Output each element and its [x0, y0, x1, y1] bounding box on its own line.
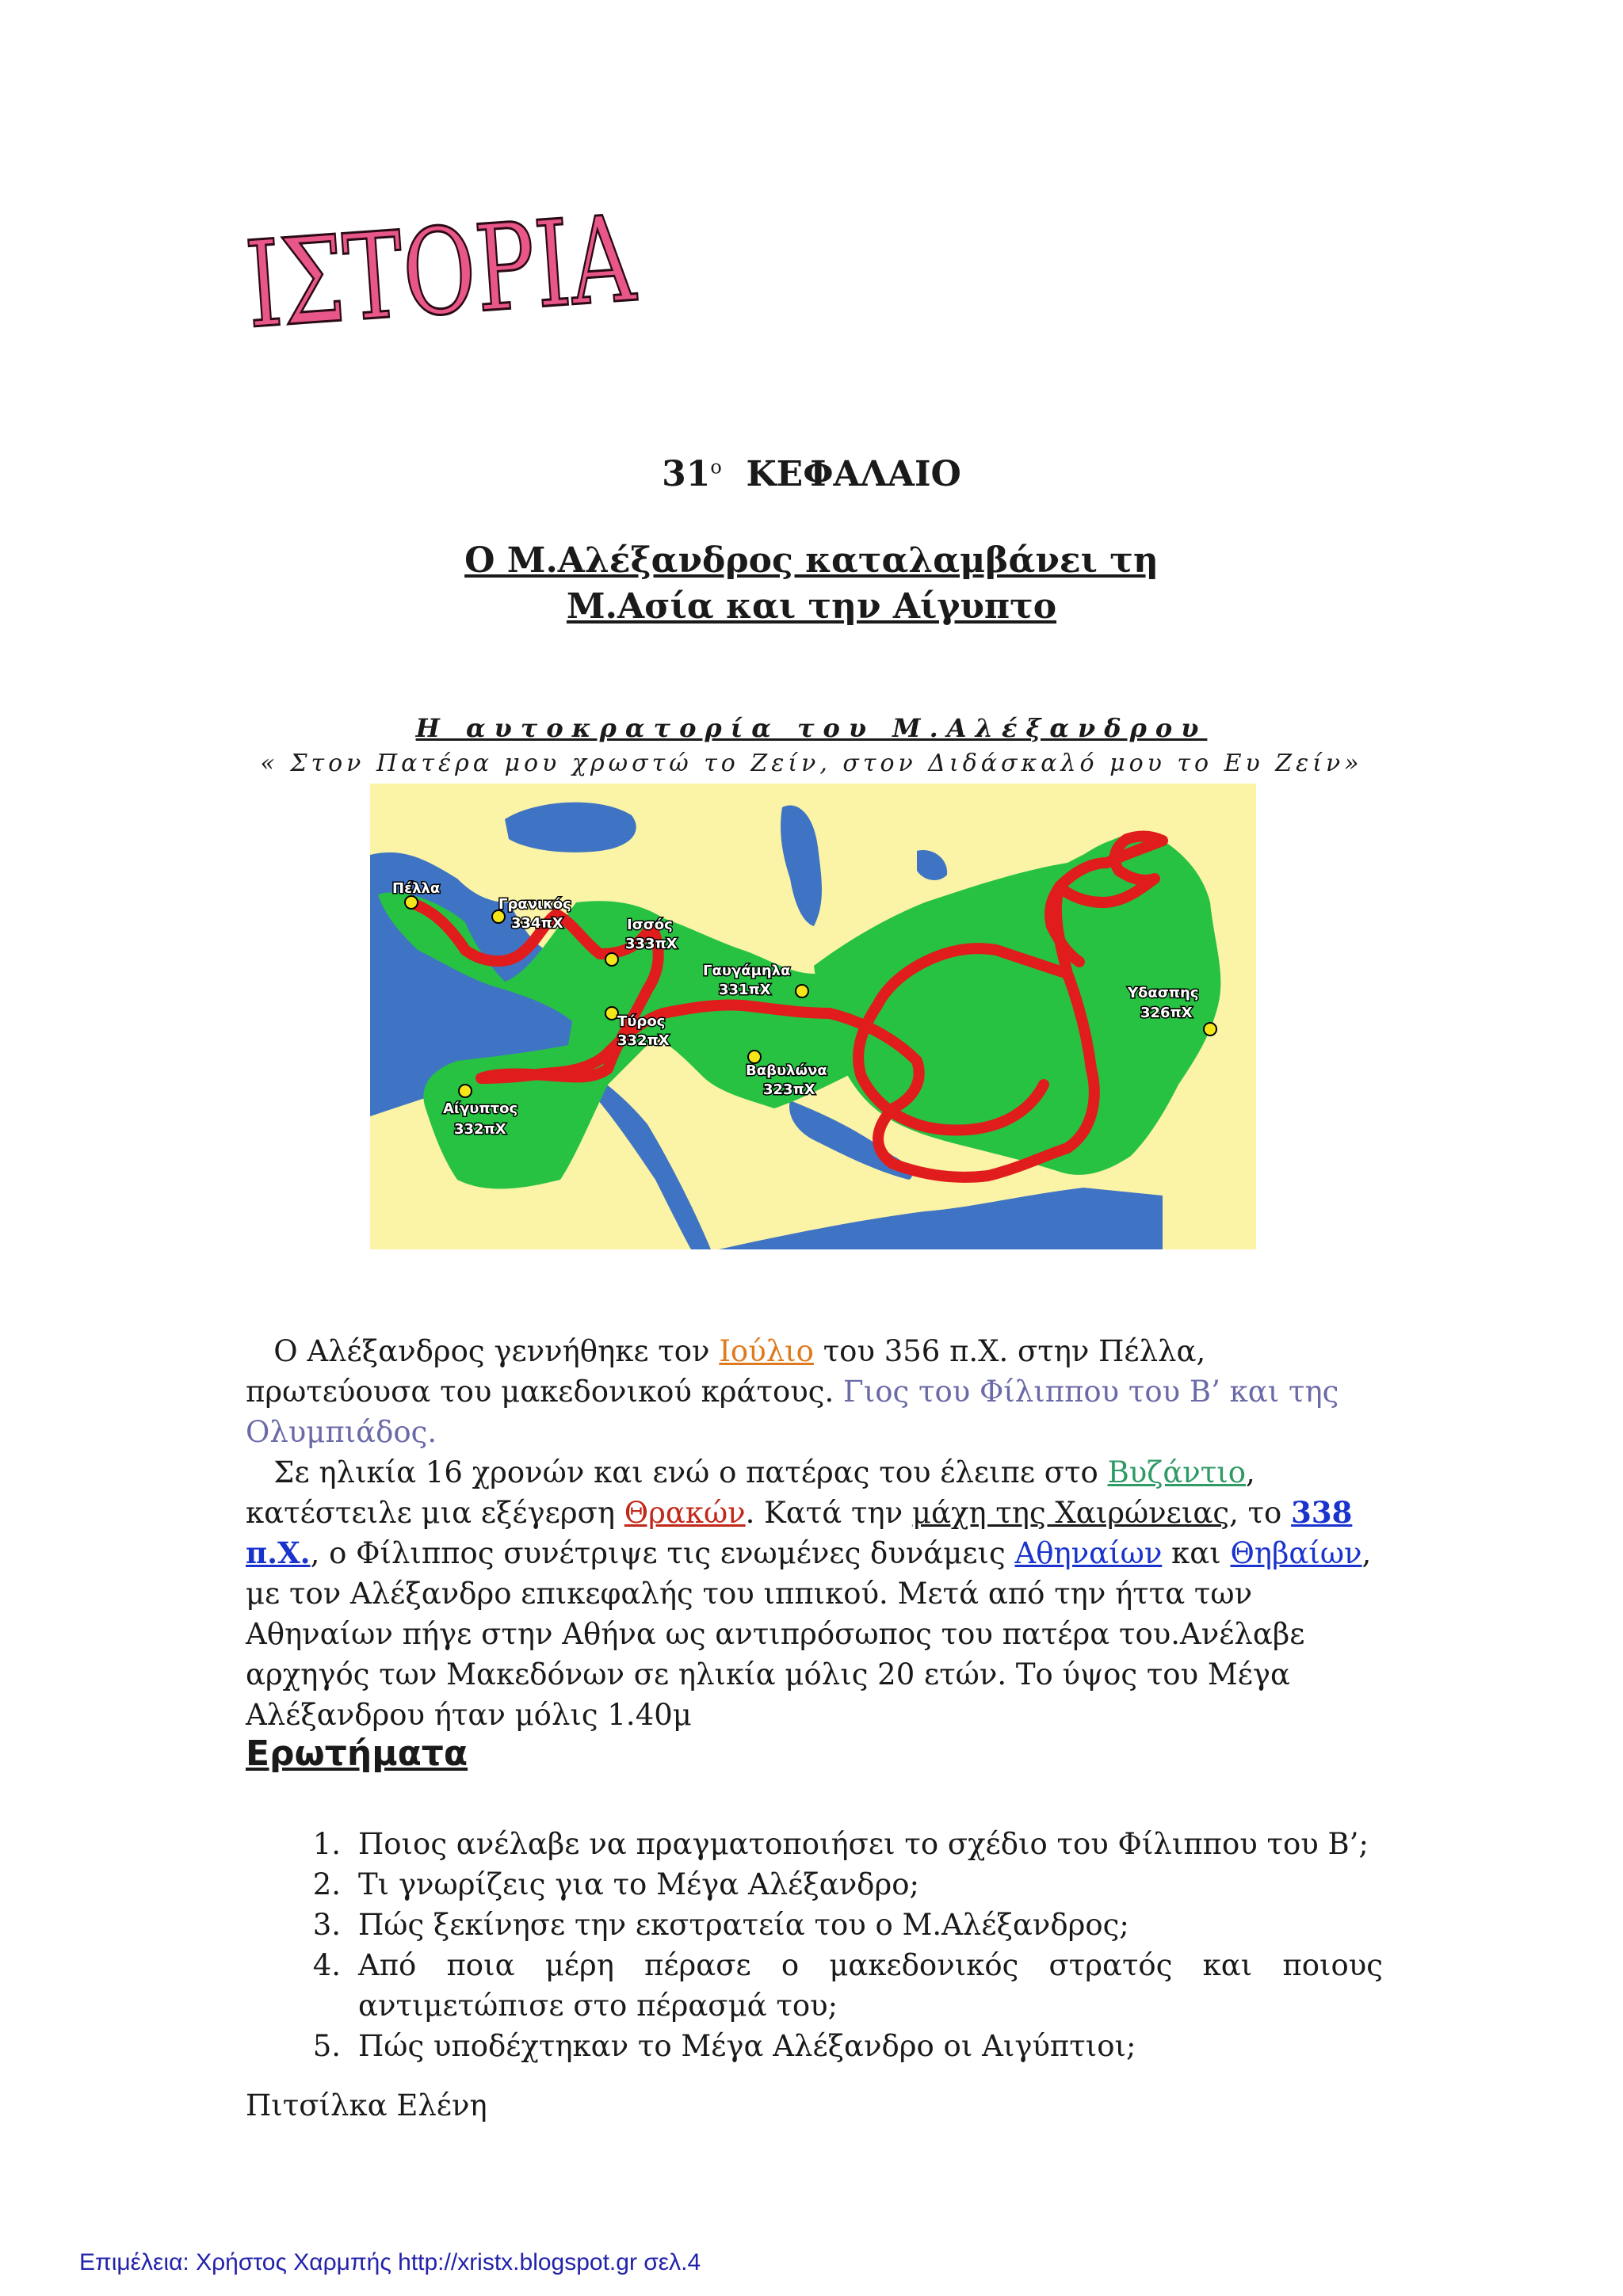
questions-list — [246, 1824, 1383, 2066]
label-granicus: Γρανικός — [498, 896, 571, 913]
city-marker-issus — [605, 953, 618, 966]
link-thracians[interactable]: Θρακών — [624, 1496, 746, 1530]
city-marker-tyre — [605, 1007, 618, 1020]
label-gaugamela: Γαυγάμηλα — [703, 963, 791, 979]
label-babylon: Βαβυλώνα — [746, 1062, 827, 1079]
label-egypt-year: 332πΧ — [454, 1121, 506, 1138]
list-item: 4. Από ποια μέρη πέρασε ο μακεδονικός στρατός και ποιους — [312, 1948, 1383, 1982]
city-marker-gaugamela — [796, 985, 808, 997]
questions-heading: Ερωτήματα — [246, 1733, 468, 1774]
chapter-heading — [0, 454, 1623, 494]
link-year-338[interactable]: 338 π.Χ. — [246, 1495, 1353, 1570]
chapter-number: 31 — [662, 454, 711, 494]
label-hydaspes: Υδασπης — [1128, 985, 1199, 1001]
city-marker-egypt — [459, 1085, 472, 1097]
list-item: 3. Πώς ξεκίνησε την εκστρατεία του ο Μ.Αλέξανδρος; — [312, 1908, 1129, 1942]
map-caption-quote: « Στον Πατέρα μου χρωστώ το Ζείν, στον Διδάσκαλό μου το Ευ Ζείν» — [260, 749, 1363, 777]
label-gaugamela-year: 331πΧ — [719, 982, 771, 998]
label-granicus-year: 334πΧ — [511, 915, 563, 932]
empire-map — [370, 784, 1256, 1249]
label-pella: Πέλλα — [392, 880, 441, 897]
city-marker-pella — [405, 896, 418, 909]
link-athenians[interactable]: Αθηναίων — [1014, 1536, 1163, 1570]
label-hydaspes-year: 326πΧ — [1140, 1005, 1193, 1021]
city-marker-babylon — [748, 1051, 761, 1063]
label-issus-year: 333πΧ — [625, 936, 678, 952]
label-issus: Ισσός — [627, 917, 673, 933]
label-egypt: Αίγυπτος — [443, 1100, 518, 1117]
page-title-line2: Μ.Ασία και την Αίγυπτο — [566, 586, 1057, 627]
history-logo — [238, 181, 771, 356]
page-footer: Επιμέλεια: Χρήστος Χαρμπής http://xristx.blogspot.gr σελ.4 — [79, 2249, 701, 2275]
link-july[interactable]: Ιούλιο — [719, 1334, 814, 1368]
list-item: 1. Ποιος ανέλαβε να πραγματοποιήσει το σχέδιο του Φίλιππου του Β’; — [312, 1827, 1369, 1861]
link-byzantium[interactable]: Βυζάντιο — [1107, 1455, 1247, 1489]
page-title-line1: Ο Μ.Αλέξανδρος καταλαμβάνει τη — [464, 540, 1159, 581]
map-caption-heading: Η αυτοκρατορία του Μ.Αλέξανδρου — [415, 713, 1208, 743]
chapter-label: ΚΕΦΑΛΑΙΟ — [746, 454, 961, 494]
link-battle-chaeronea[interactable]: μάχη της Χαιρώνειας — [911, 1496, 1230, 1530]
label-tyre: Τύρος — [617, 1013, 666, 1030]
author-name: Πιτσίλκα Ελένη — [246, 2088, 487, 2122]
body-text — [246, 1331, 1383, 1735]
list-item-continuation: αντιμετώπισε στο πέρασμά του; — [358, 1989, 838, 2023]
city-marker-hydaspes — [1204, 1023, 1216, 1035]
logo-text: ΙΣΤΟΡΙΑ — [242, 181, 771, 356]
paragraph-youth: Σε ηλικία 16 χρονών και ενώ ο πατέρας του έλειπε στο Βυζάντιο, κατέστειλε μια εξέγερση Θρακών. Κατά την μάχη της Χαιρώνειας, το 338 π.Χ., ο Φίλιππος συνέτριψε τις ενωμένες δυνάμεις Αθηναίων και Θηβαίων, με τον Αλέξανδρο επικεφαλής του ιππικού. Μετά από την ήττα των Αθηναίων πήγε στην Αθήνα ως αντιπρόσωπος του πατέρα του.Ανέλαβε αρχηγός των Μακεδόνων σε ηλικία μόλις 20 ετών. Το ύψος του Μέγα Αλέξανδρου ήταν μόλις 1.40μ — [246, 1455, 1372, 1732]
parents-text: Γιος του Φίλιππου του Β’ και της Ολυμπιάδος. — [246, 1375, 1339, 1449]
link-thebans[interactable]: Θηβαίων — [1230, 1536, 1362, 1570]
list-item: 2. Τι γνωρίζεις για το Μέγα Αλέξανδρο; — [312, 1867, 919, 1901]
list-item: 5. Πώς υποδέχτηκαν το Μέγα Αλέξανδρο οι Αιγύπτιοι; — [312, 2029, 1136, 2063]
label-tyre-year: 332πΧ — [617, 1032, 670, 1049]
chapter-suffix: ο — [710, 456, 722, 479]
label-babylon-year: 323πΧ — [763, 1081, 815, 1098]
paragraph-birth: Ο Αλέξανδρος γεννήθηκε τον Ιούλιο του 356 π.Χ. στην Πέλλα, πρωτεύουσα του μακεδονικού κράτους. Γιος του Φίλιππου του Β’ και της Ολυμπιάδος. — [246, 1334, 1339, 1449]
